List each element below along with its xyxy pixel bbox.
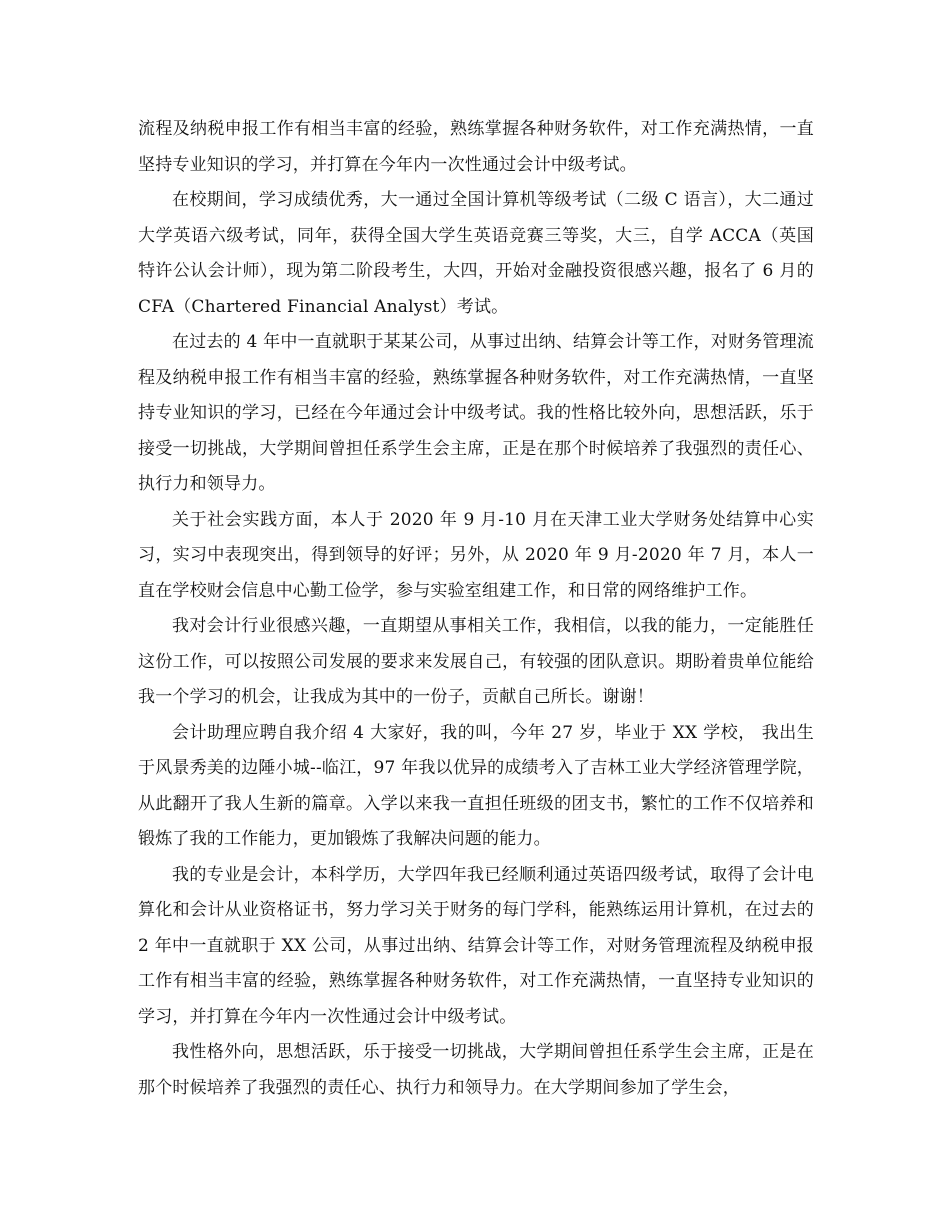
paragraph-continuation: 流程及纳税申报工作有相当丰富的经验，熟练掌握各种财务软件，对工作充满热情，一直坚持专业知识的学习，并打算在今年内一次性通过会计中级考试。: [138, 119, 814, 175]
paragraph-major: 我的专业是会计，本科学历，大学四年我已经顺利通过英语四级考试，取得了会计电算化和会计从业资格证书，努力学习关于财务的每门学科，能熟练运用计算机，在过去的 2 年中一直就职于 XX 公司，从事过出纳、结算会计等工作，对财务管理流程及纳税申报工作有相当丰富的经验，熟练掌握各种财务软件，对工作充满热情，一直坚持专业知识的学习，并打算在今年内一次性通过会计中级考试。: [138, 864, 814, 1027]
paragraph-career-interest: 我对会计行业很感兴趣，一直期望从事相关工作，我相信，以我的能力，一定能胜任这份工作，可以按照公司发展的要求来发展自己，有较强的团队意识。期盼着贵单位能给我一个学习的机会，让我成为其中的一份子，贡献自己所长。谢谢！: [138, 616, 814, 707]
paragraph-school-period: 在校期间，学习成绩优秀，大一通过全国计算机等级考试（二级 C 语言），大二通过大学英语六级考试，同年，获得全国大学生英语竞赛三等奖，大三，自学 ACCA（英国特许公认会计师），现为第二阶段考生，大四，开始对金融投资很感兴趣，报名了 6 月的 CFA（Chartered Financial Analyst）考试。: [138, 190, 814, 317]
document-body: [138, 112, 814, 1106]
paragraph-self-intro-4: 会计助理应聘自我介绍 4 大家好，我的叫，今年 27 岁，毕业于 XX 学校， 我出生于风景秀美的边陲小城--临江，97 年我以优异的成绩考入了吉林工业大学经济管理学院，从此翻开了我人生新的篇章。入学以来我一直担任班级的团支书，繁忙的工作不仅培养和锻炼了我的工作能力，更加锻炼了我解决问题的能力。: [138, 722, 814, 849]
paragraph-personality: 我性格外向，思想活跃，乐于接受一切挑战，大学期间曾担任系学生会主席，正是在那个时候培养了我强烈的责任心、执行力和领导力。在大学期间参加了学生会，: [138, 1042, 814, 1098]
paragraph-work-experience: 在过去的 4 年中一直就职于某某公司，从事过出纳、结算会计等工作，对财务管理流程及纳税申报工作有相当丰富的经验，熟练掌握各种财务软件，对工作充满热情，一直坚持专业知识的学习，已经在今年通过会计中级考试。我的性格比较外向，思想活跃，乐于接受一切挑战，大学期间曾担任系学生会主席，正是在那个时候培养了我强烈的责任心、执行力和领导力。: [138, 332, 814, 494]
paragraph-social-practice: 关于社会实践方面，本人于 2020 年 9 月-10 月在天津工业大学财务处结算中心实习，实习中表现突出，得到领导的好评；另外，从 2020 年 9 月-2020 年 7 月，本人一直在学校财会信息中心勤工俭学，参与实验室组建工作，和日常的网络维护工作。: [138, 509, 814, 601]
